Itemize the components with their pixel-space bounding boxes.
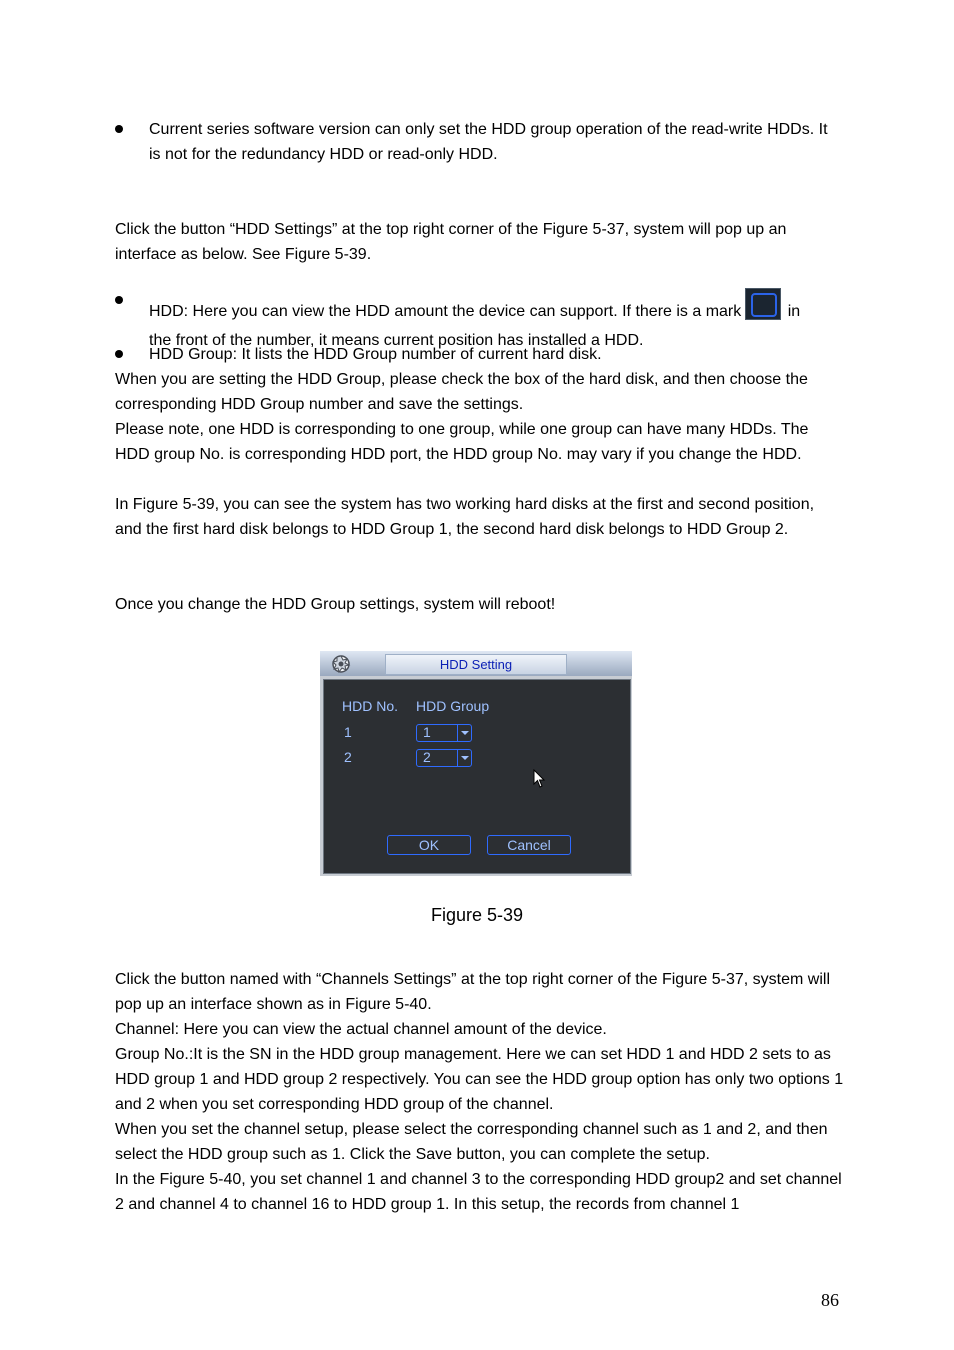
paragraph-channel-setup: When you set the channel setup, please select the corresponding channel such as 1 and 2, and then select the HDD group such as 1. Click the Save button, you can complete the setup. <box>115 1121 828 1163</box>
figure-caption: Figure 5-39 <box>430 905 524 925</box>
paragraph-figure-5-40: In the Figure 5-40, you set channel 1 and channel 3 to the corresponding HDD group2 and set channel 2 and channel 4 to channel 16 to HDD group 1. In this setup, the records from channel 1 <box>115 1171 842 1213</box>
column-header-hdd-no: HDD No. <box>342 698 399 714</box>
bullet-dot <box>115 296 123 304</box>
paragraph-intro: Click the button “HDD Settings” at the top right corner of the Figure 5-37, system will pop up an interface as below. See Figure 5-39. <box>115 221 787 263</box>
hdd-setting-dialog <box>320 651 632 876</box>
hdd-group-value-1: 1 <box>423 724 431 740</box>
dialog-panel <box>323 679 631 874</box>
column-header-hdd-group: HDD Group <box>416 698 490 714</box>
bullet-hdd-before: HDD: Here you can view the HDD amount the device can support. If there is a mark <box>149 303 742 320</box>
dropdown-arrow-icon[interactable] <box>457 750 471 766</box>
dropdown-arrow-icon[interactable] <box>457 725 471 741</box>
paragraph-channel: Channel: Here you can view the actual channel amount of the device. <box>115 1021 607 1038</box>
hdd-group-select-1[interactable] <box>416 724 472 742</box>
paragraph-figure-explain: In Figure 5-39, you can see the system has two working hard disks at the first and second position, and the first hard disk belongs to HDD Group 1, the second hard disk belongs to HDD Group 2. <box>115 496 815 538</box>
bullet-dot <box>115 350 123 358</box>
paragraph-reboot: Once you change the HDD Group settings, system will reboot! <box>115 596 556 613</box>
mouse-cursor-icon <box>533 769 547 789</box>
gear-icon <box>330 653 352 675</box>
paragraph-setting: When you are setting the HDD Group, please check the box of the hard disk, and then choose the corresponding HDD Group number and save the settings. <box>115 371 808 413</box>
ok-button[interactable]: OK <box>387 835 471 855</box>
dialog-titlebar <box>320 651 632 676</box>
page-number: 86 <box>821 1290 839 1310</box>
hdd-group-select-2[interactable] <box>416 749 472 767</box>
bullet-text: HDD Group: It lists the HDD Group number of current hard disk. <box>149 346 602 363</box>
bullet-dot <box>115 125 123 133</box>
cancel-button[interactable]: Cancel <box>487 835 571 855</box>
bullet-hdd-in: in <box>787 303 801 320</box>
paragraph-channels-settings: Click the button named with “Channels Settings” at the top right corner of the Figure 5-37, system will pop up an interface shown as in Figure 5-40. <box>115 971 831 1013</box>
hdd-number-2: 2 <box>344 749 352 765</box>
paragraph-note: Please note, one HDD is corresponding to one group, while one group can have many HDDs. The HDD group No. is corresponding HDD port, the HDD group No. may vary if you change the HDD. <box>115 421 809 463</box>
paragraph-group-no: Group No.:It is the SN in the HDD group management. Here we can set HDD 1 and HDD 2 sets to as HDD group 1 and HDD group 2 respectively. You can see the HDD group option has only two options 1 and 2 when you set corresponding HDD group of the channel. <box>115 1046 844 1113</box>
hdd-installed-mark-icon <box>745 288 781 320</box>
hdd-number-1: 1 <box>344 724 352 740</box>
bullet-text: Current series software version can only set the HDD group operation of the read-write HDDs. It is not for the redundancy HDD or read-only HDD. <box>149 121 828 163</box>
dialog-title: HDD Setting <box>385 654 567 675</box>
hdd-group-value-2: 2 <box>423 749 431 765</box>
bullet-hdd-line2: the front of the number, it means current position has installed a HDD. <box>149 332 644 349</box>
